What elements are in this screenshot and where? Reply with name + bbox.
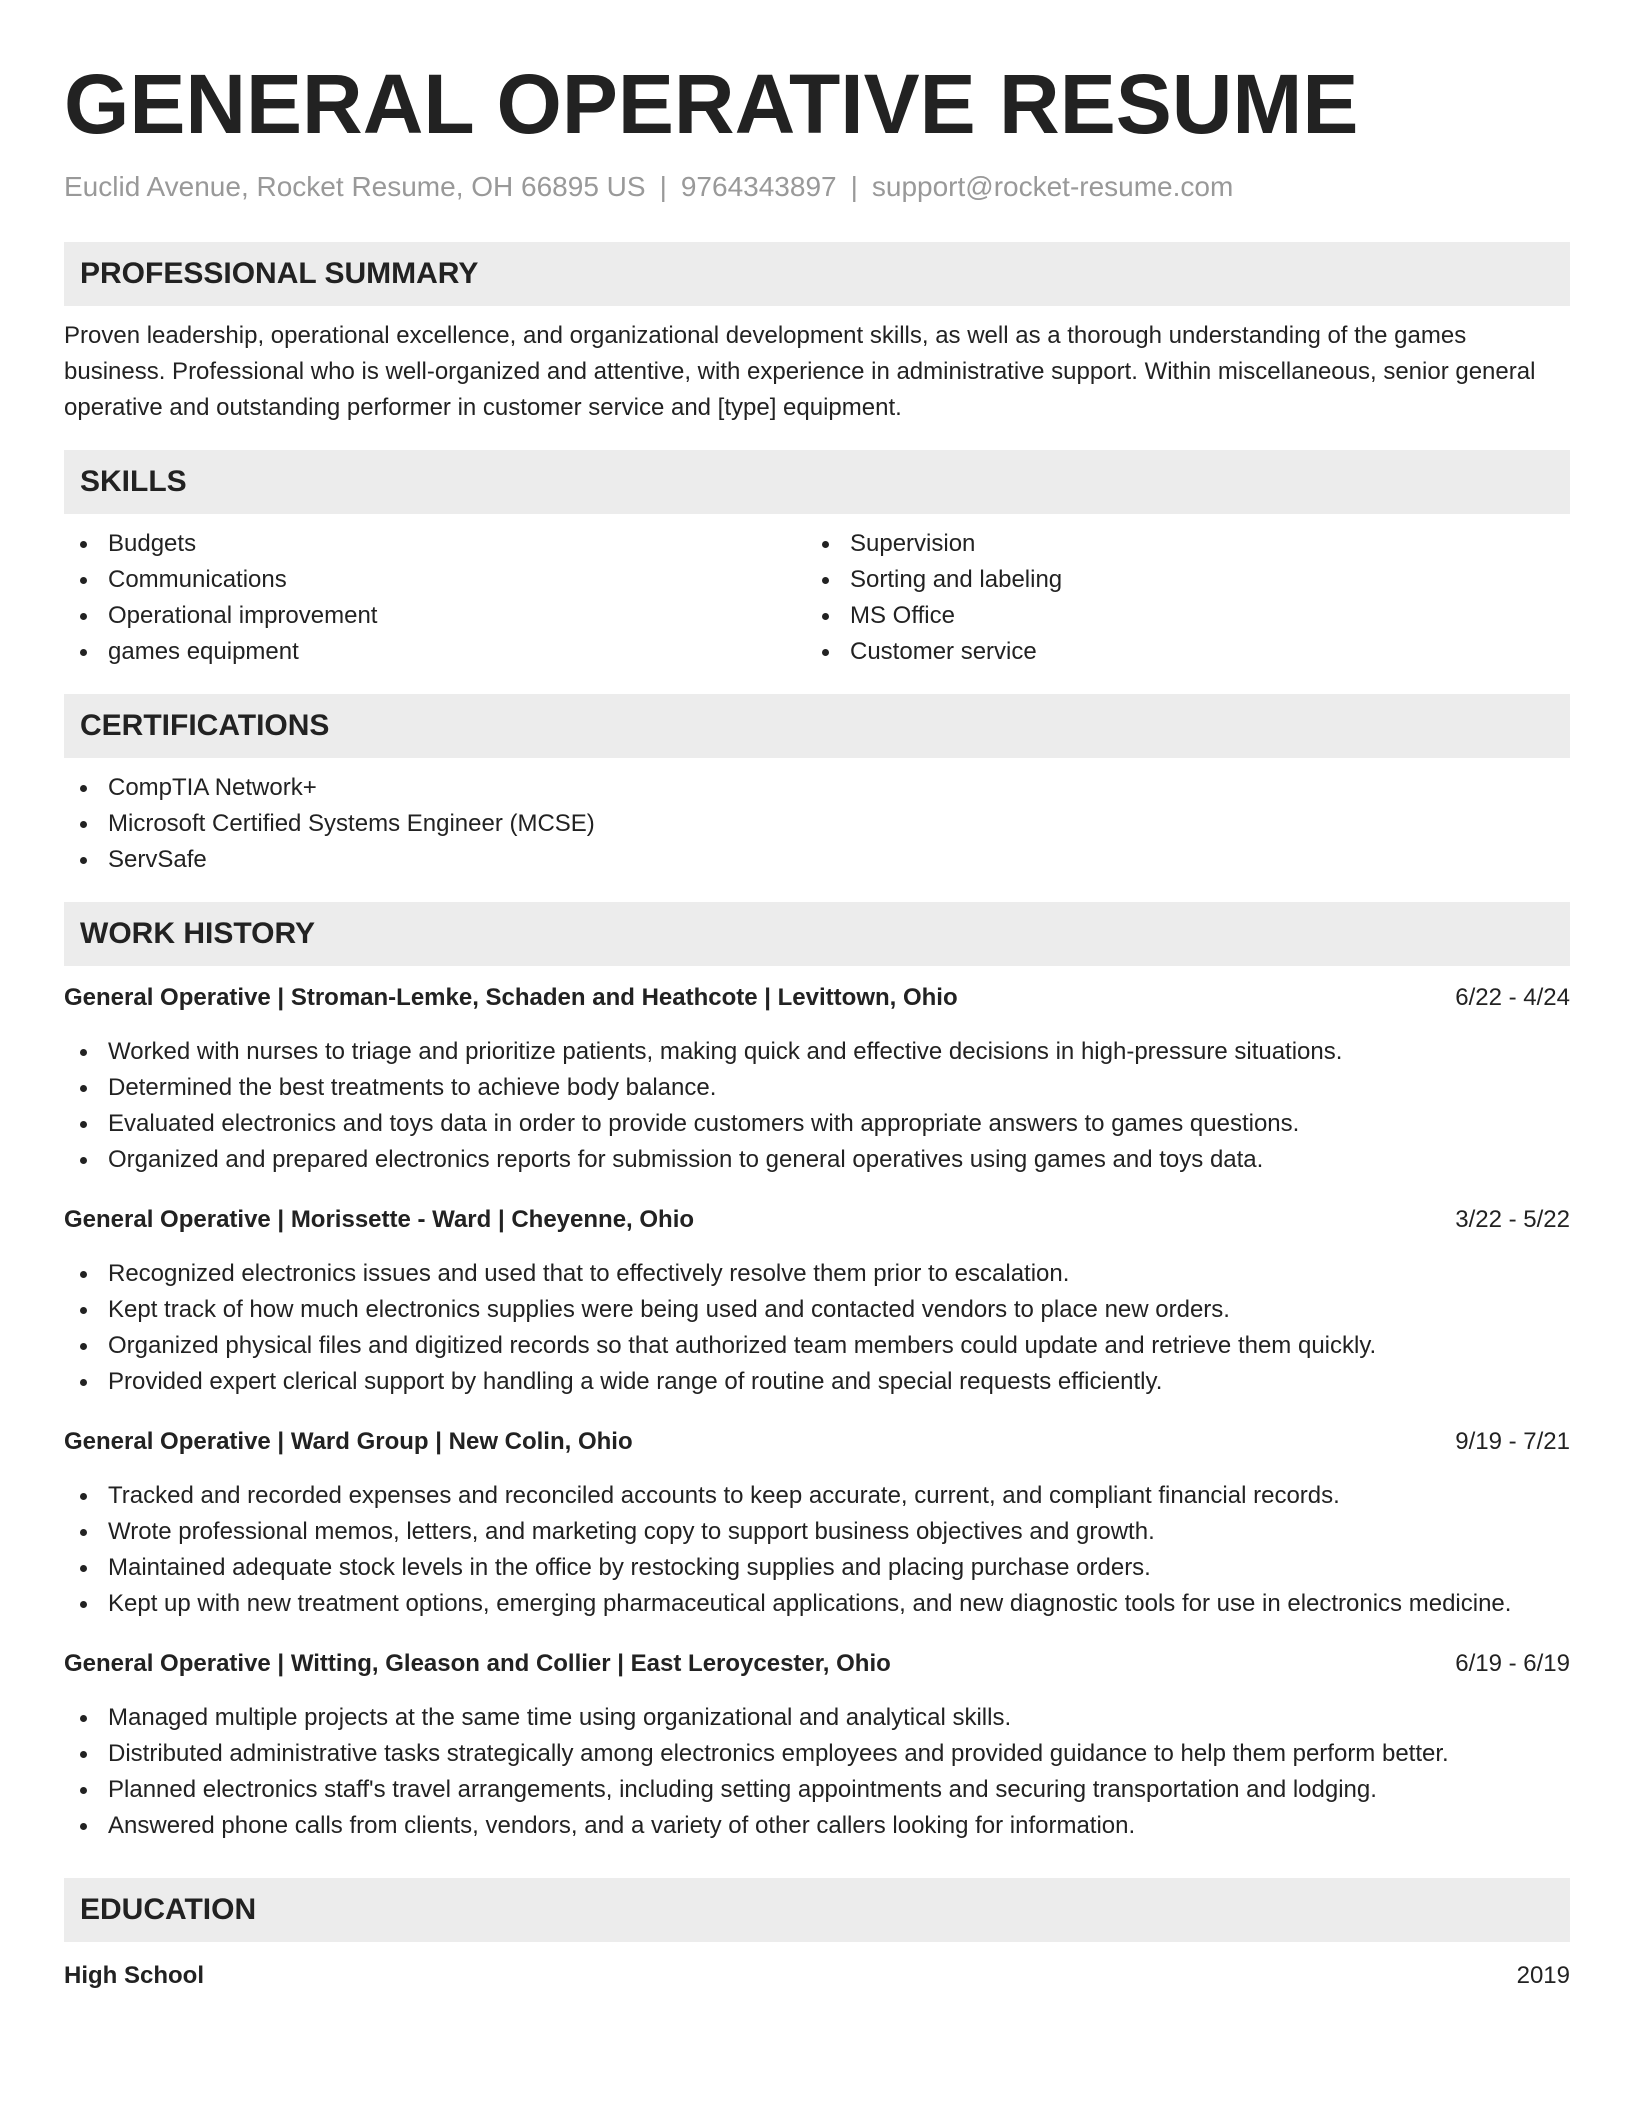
job-dates: 6/19 - 6/19: [1455, 1650, 1570, 1677]
job-dates: 9/19 - 7/21: [1455, 1428, 1570, 1455]
job-title: General Operative | Morissette - Ward | Cheyenne, Ohio: [64, 1206, 695, 1233]
contact-separator: |: [850, 171, 858, 202]
job-bullet: Kept track of how much electronics supplies were being used and contacted vendors to place new orders.: [64, 1292, 1570, 1328]
job-bullet: Distributed administrative tasks strategically among electronics employees and provided guidance to help them perform better.: [64, 1736, 1570, 1772]
job-bullet: Tracked and recorded expenses and reconciled accounts to keep accurate, current, and compliant financial records.: [64, 1478, 1570, 1514]
skill-item: games equipment: [64, 634, 806, 670]
job-entry: [64, 1202, 1570, 1400]
job-header: [64, 1424, 1570, 1460]
job-entry: [64, 1646, 1570, 1844]
job-dates: 6/22 - 4/24: [1455, 984, 1570, 1011]
section-header-skills: SKILLS: [64, 450, 1570, 514]
job-bullet: Determined the best treatments to achieve body balance.: [64, 1070, 1570, 1106]
job-title: General Operative | Witting, Gleason and Collier | East Leroycester, Ohio: [64, 1650, 891, 1677]
contact-separator: |: [659, 171, 667, 202]
job-header: [64, 1202, 1570, 1238]
certification-item: Microsoft Certified Systems Engineer (MCSE): [64, 806, 1570, 842]
education-degree: High School: [64, 1962, 204, 1989]
skill-item: Supervision: [806, 526, 1548, 562]
contact-address: Euclid Avenue, Rocket Resume, OH 66895 US: [64, 171, 646, 202]
job-title: General Operative | Ward Group | New Colin, Ohio: [64, 1428, 633, 1455]
certification-item: CompTIA Network+: [64, 770, 1570, 806]
summary-text: Proven leadership, operational excellence, and organizational development skills, as well as a thorough understanding of the games business. Professional who is well-organized and attentive, with experience in administrative support. Within miscellaneous, senior general operative and outstanding performer in customer service and [type] equipment.: [64, 322, 1536, 421]
section-header-education: EDUCATION: [64, 1878, 1570, 1942]
job-bullet: Provided expert clerical support by handling a wide range of routine and special requests efficiently.: [64, 1364, 1570, 1400]
job-bullet: Kept up with new treatment options, emerging pharmaceutical applications, and new diagnostic tools for use in electronics medicine.: [64, 1586, 1570, 1622]
education-year: 2019: [1516, 1962, 1570, 1989]
certifications-list: [64, 770, 1570, 878]
job-entry: [64, 1424, 1570, 1622]
contact-line: [64, 170, 1570, 204]
job-bullet: Organized physical files and digitized records so that authorized team members could update and retrieve them quickly.: [64, 1328, 1570, 1364]
job-dates: 3/22 - 5/22: [1455, 1206, 1570, 1233]
job-bullet: Organized and prepared electronics reports for submission to general operatives using games and toys data.: [64, 1142, 1570, 1178]
skill-item: MS Office: [806, 598, 1548, 634]
job-bullets: [64, 1478, 1570, 1622]
job-bullets: [64, 1700, 1570, 1844]
skill-item: Communications: [64, 562, 806, 598]
job-bullet: Managed multiple projects at the same time using organizational and analytical skills.: [64, 1700, 1570, 1736]
contact-email: support@rocket-resume.com: [871, 171, 1234, 202]
job-header: [64, 1646, 1570, 1682]
section-header-summary: PROFESSIONAL SUMMARY: [64, 242, 1570, 306]
job-bullet: Worked with nurses to triage and prioritize patients, making quick and effective decisions in high-pressure situations.: [64, 1034, 1570, 1070]
resume-title: GENERAL OPERATIVE RESUME: [64, 57, 1359, 151]
job-bullet: Planned electronics staff's travel arrangements, including setting appointments and securing transportation and lodging.: [64, 1772, 1570, 1808]
job-title: General Operative | Stroman-Lemke, Schaden and Heathcote | Levittown, Ohio: [64, 984, 958, 1011]
skills-column-left: [64, 526, 806, 670]
job-entry: [64, 980, 1570, 1178]
skill-item: Sorting and labeling: [806, 562, 1548, 598]
job-bullets: [64, 1034, 1570, 1178]
skills-column-right: [806, 526, 1548, 670]
skill-item: Customer service: [806, 634, 1548, 670]
section-header-work-history: WORK HISTORY: [64, 902, 1570, 966]
job-bullet: Recognized electronics issues and used that to effectively resolve them prior to escalation.: [64, 1256, 1570, 1292]
skill-item: Budgets: [64, 526, 806, 562]
job-bullet: Evaluated electronics and toys data in order to provide customers with appropriate answers to games questions.: [64, 1106, 1570, 1142]
job-bullet: Wrote professional memos, letters, and marketing copy to support business objectives and growth.: [64, 1514, 1570, 1550]
certification-item: ServSafe: [64, 842, 1570, 878]
contact-phone: 9764343897: [680, 171, 837, 202]
job-bullet: Answered phone calls from clients, vendors, and a variety of other callers looking for information.: [64, 1808, 1570, 1844]
job-bullet: Maintained adequate stock levels in the office by restocking supplies and placing purchase orders.: [64, 1550, 1570, 1586]
job-bullets: [64, 1256, 1570, 1400]
job-header: [64, 980, 1570, 1016]
skills-list: [64, 526, 1570, 670]
skill-item: Operational improvement: [64, 598, 806, 634]
section-header-certifications: CERTIFICATIONS: [64, 694, 1570, 758]
education-entry: [64, 1958, 1570, 1994]
